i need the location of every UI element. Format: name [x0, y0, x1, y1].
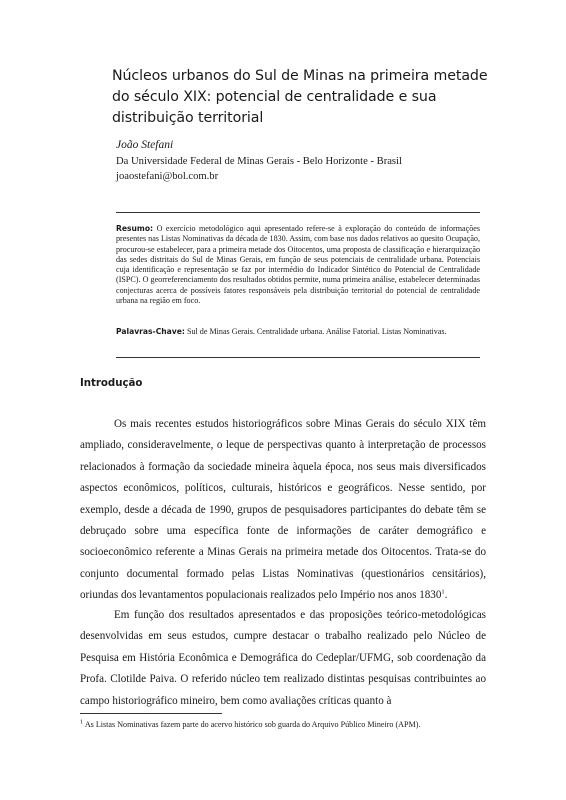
abstract-block: [116, 224, 480, 306]
footnote-1: [80, 720, 490, 729]
paragraph-1-text: Os mais recentes estudos historiográficos sobre Minas Gerais do século XIX têm ampliado, consideravelmente, o leque de perspectivas quanto à interpretação de processos relacionados à formação da sociedade mineira àquela época, nos seus mais diversificados aspectos econômicos, políticos, culturais, históricos e geográficos. Nesse sentido, por exemplo, desde a década de 1990, grupos de pesquisadores participantes do debate têm se debruçado sobre uma específica fonte de informações de caráter demográfico e socioeconômico referente a Minas Gerais na primeira metade dos Oitocentos. Trata-se do conjunto documental formado pelas Listas Nominativas (questionários censitários), oriundas dos levantamentos populacionais realizados pelo Império nos anos 1830: [80, 418, 486, 602]
section-heading-introducao: Introdução: [80, 378, 143, 389]
footnote-text: As Listas Nominativas fazem parte do acervo histórico sob guarda do Arquivo Público Mineiro (APM).: [83, 720, 421, 729]
abstract-bottom-rule: [116, 357, 480, 358]
footnote-rule: [80, 713, 222, 714]
author-name: João Stefani: [116, 139, 174, 151]
author-affiliation: Da Universidade Federal de Minas Gerais - Belo Horizonte - Brasil: [116, 156, 402, 167]
keywords-text: Sul de Minas Gerais. Centralidade urbana. Análise Fatorial. Listas Nominativas.: [186, 327, 447, 336]
paragraph-2-text: Em função dos resultados apresentados e das proposições teórico-metodológicas desenvolvidas em seus estudos, cumpre destacar o trabalho realizado pelo Núcleo de Pesquisa em História Econômica e Demográfica do Cedeplar/UFMG, sob coordenação da Profa. Clotilde Paiva. O referido núcleo tem realizado distintas pesquisas contribuintes ao campo historiográfico mineiro, bem como avaliações críticas quanto à: [80, 609, 486, 707]
footnote-ref-1[interactable]: 1: [441, 588, 445, 596]
keywords-block: [116, 327, 480, 337]
footnote-mark: 1: [80, 718, 84, 726]
abstract-text: O exercício metodológico aqui apresentado refere-se à exploração do conteúdo de informações presentes nas Listas Nominativas da década de 1830. Assim, com base nos dados relativos ao quesito Ocupação, procurou-se estabelecer, para a primeira metade dos Oitocentos, uma proposta de classificação e hierarquização das sedes distritais do Sul de Minas Gerais, em função de seus potenciais de centralidade urbana. Potenciais cuja identificação e representação se faz por intermédio do Indicador Sintético do Potencial de Centralidade (ISPC). O georreferenciamento dos resultados obtidos permite, numa primeira análise, estabelecer determinadas conjecturas acerca de possíveis fatores responsáveis pela distribuição territorial do potencial de centralidade urbana na região em foco.: [116, 224, 480, 306]
body-paragraph-2: [80, 605, 486, 712]
body-paragraph-1: [80, 414, 486, 607]
paper-title: Núcleos urbanos do Sul de Minas na primeira metade do século XIX: potencial de centralidade e sua distribuição territorial: [112, 68, 488, 126]
abstract-top-rule: [116, 212, 480, 213]
paragraph-1-end: .: [444, 589, 448, 602]
keywords-label: Palavras-Chave:: [116, 327, 185, 336]
author-email: joaostefani@bol.com.br: [116, 171, 219, 182]
abstract-label: Resumo:: [116, 224, 154, 233]
